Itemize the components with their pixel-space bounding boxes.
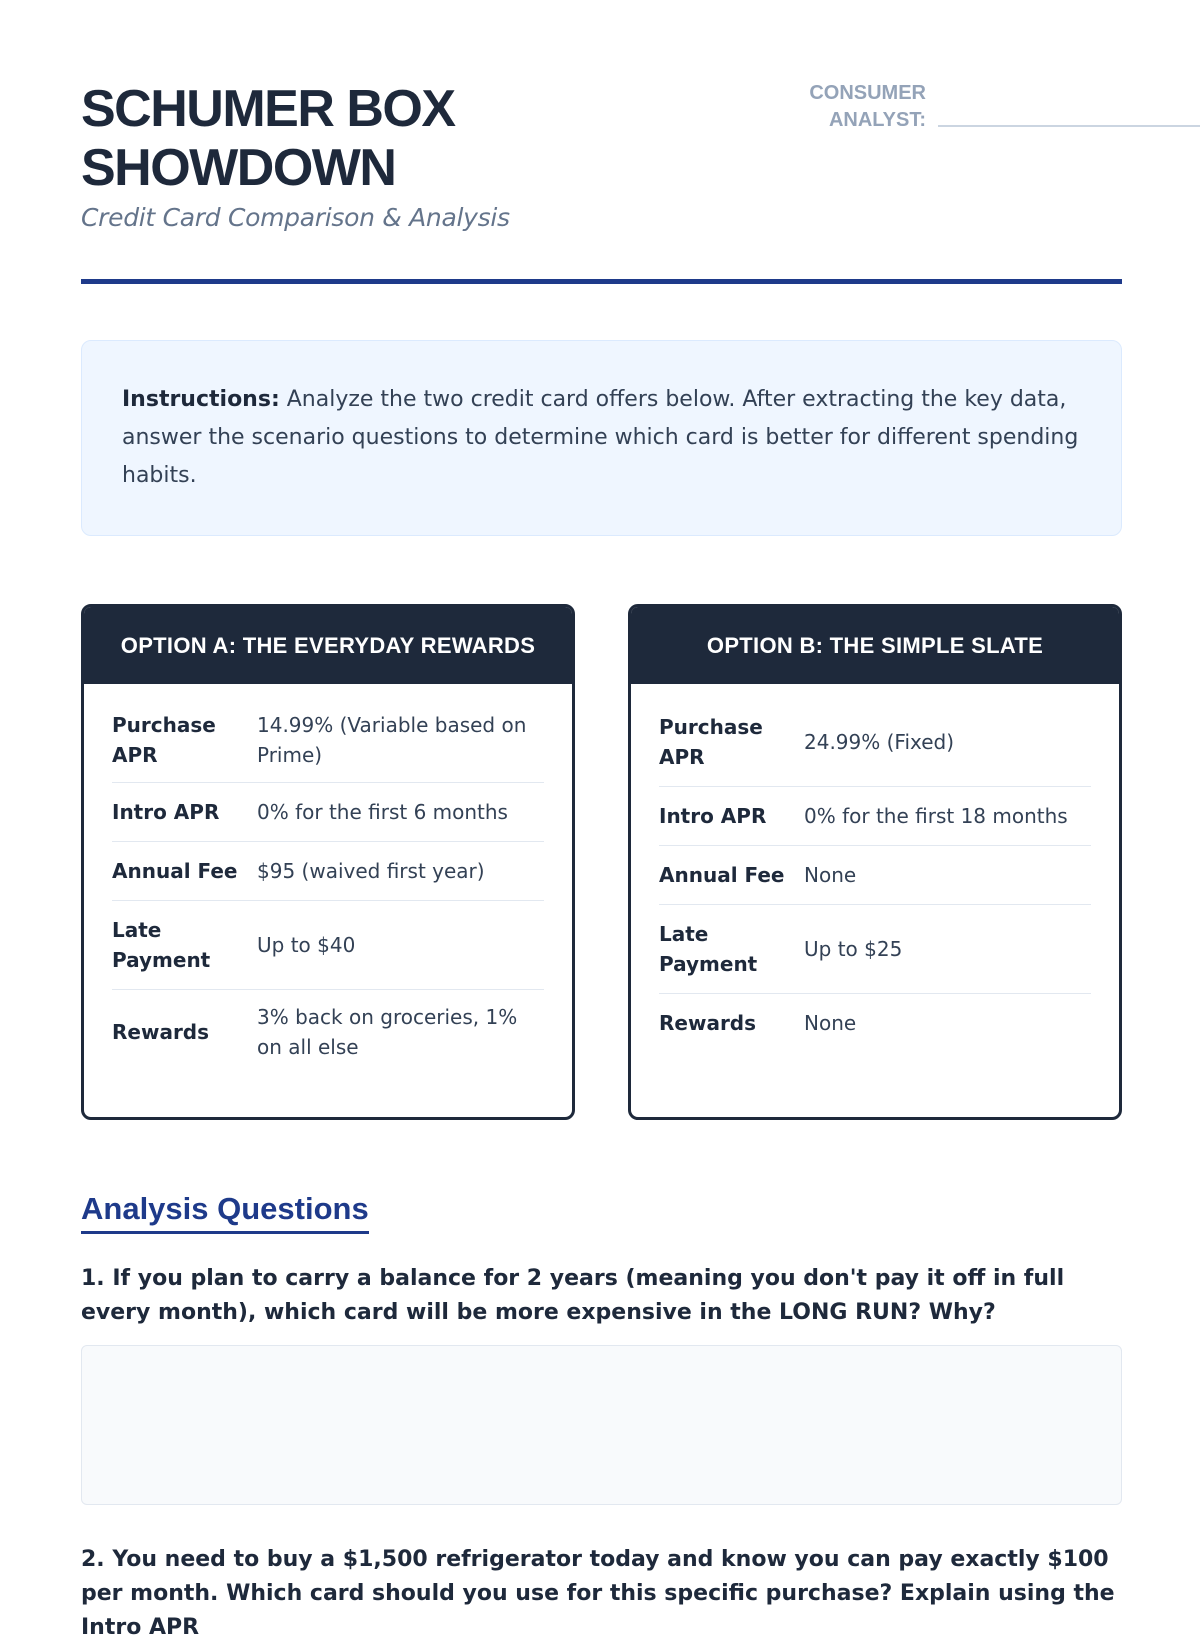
- title-line-1: SCHUMER BOX: [81, 80, 455, 138]
- row-label: Rewards: [112, 1020, 210, 1044]
- table-row: [659, 846, 1091, 905]
- card-option-b-title: OPTION B: THE SIMPLE SLATE: [631, 607, 1119, 684]
- row-label: Late Payment: [112, 918, 211, 972]
- answer-box-1[interactable]: [81, 1345, 1122, 1505]
- analysis-section-title: Analysis Questions: [81, 1189, 369, 1234]
- card-option-b: [628, 604, 1122, 1120]
- analyst-label: [731, 80, 926, 134]
- card-option-b-table: [631, 684, 1119, 1052]
- analyst-label-line-1: CONSUMER: [809, 82, 926, 104]
- analyst-field: [731, 80, 1122, 130]
- page-subtitle: Credit Card Comparison & Analysis: [81, 203, 510, 232]
- row-value: None: [804, 863, 857, 887]
- row-value: 3% back on groceries, 1% on all else: [257, 1005, 518, 1059]
- row-value: Up to $40: [257, 933, 356, 957]
- row-label: Purchase APR: [112, 713, 216, 767]
- table-row: [112, 901, 544, 990]
- row-value: 24.99% (Fixed): [804, 730, 955, 754]
- row-value: None: [804, 1011, 857, 1035]
- row-label: Intro APR: [112, 800, 220, 824]
- card-option-a: [81, 604, 575, 1120]
- row-value: 0% for the first 6 months: [257, 800, 508, 824]
- page-title: [81, 80, 455, 198]
- table-row: [659, 994, 1091, 1052]
- row-label: Annual Fee: [112, 859, 238, 883]
- row-label: Late Payment: [659, 922, 758, 976]
- table-row: [112, 783, 544, 842]
- header-divider: [81, 279, 1122, 284]
- question-1: 1. If you plan to carry a balance for 2 years (meaning you don't pay it off in full every month), which card will be more expensive in the LONG RUN? Why?: [81, 1266, 1065, 1325]
- card-option-a-title: OPTION A: THE EVERYDAY REWARDS: [84, 607, 572, 684]
- row-label: Intro APR: [659, 804, 767, 828]
- row-value: 0% for the first 18 months: [804, 804, 1068, 828]
- worksheet-header: [81, 0, 1122, 285]
- instructions-box: [81, 340, 1122, 536]
- row-label: Purchase APR: [659, 715, 763, 769]
- card-option-a-table: [84, 684, 572, 1074]
- instructions-lead: Instructions:: [122, 387, 280, 412]
- row-value: $95 (waived first year): [257, 859, 485, 883]
- title-line-2: SHOWDOWN: [81, 139, 396, 197]
- row-label: Annual Fee: [659, 863, 785, 887]
- analyst-name-line[interactable]: [938, 125, 1200, 127]
- row-value: 14.99% (Variable based on Prime): [257, 713, 527, 767]
- question-2: 2. You need to buy a $1,500 refrigerator today and know you can pay exactly $100 per month. Which card should you use for this specific purchase? Explain using the Intro APR: [81, 1547, 1115, 1640]
- instructions-text: Analyze the two credit card offers below. After extracting the key data, answer the scenario questions to determine which card is better for different spending habits.: [122, 387, 1079, 488]
- worksheet-page: [81, 0, 1122, 1640]
- row-label: Rewards: [659, 1011, 757, 1035]
- analyst-label-line-2: ANALYST:: [828, 109, 926, 131]
- table-row: [659, 698, 1091, 787]
- table-row: [659, 905, 1091, 994]
- table-row: [112, 842, 544, 901]
- table-row: [112, 698, 544, 783]
- table-row: [659, 787, 1091, 846]
- table-row: [112, 990, 544, 1074]
- row-value: Up to $25: [804, 937, 903, 961]
